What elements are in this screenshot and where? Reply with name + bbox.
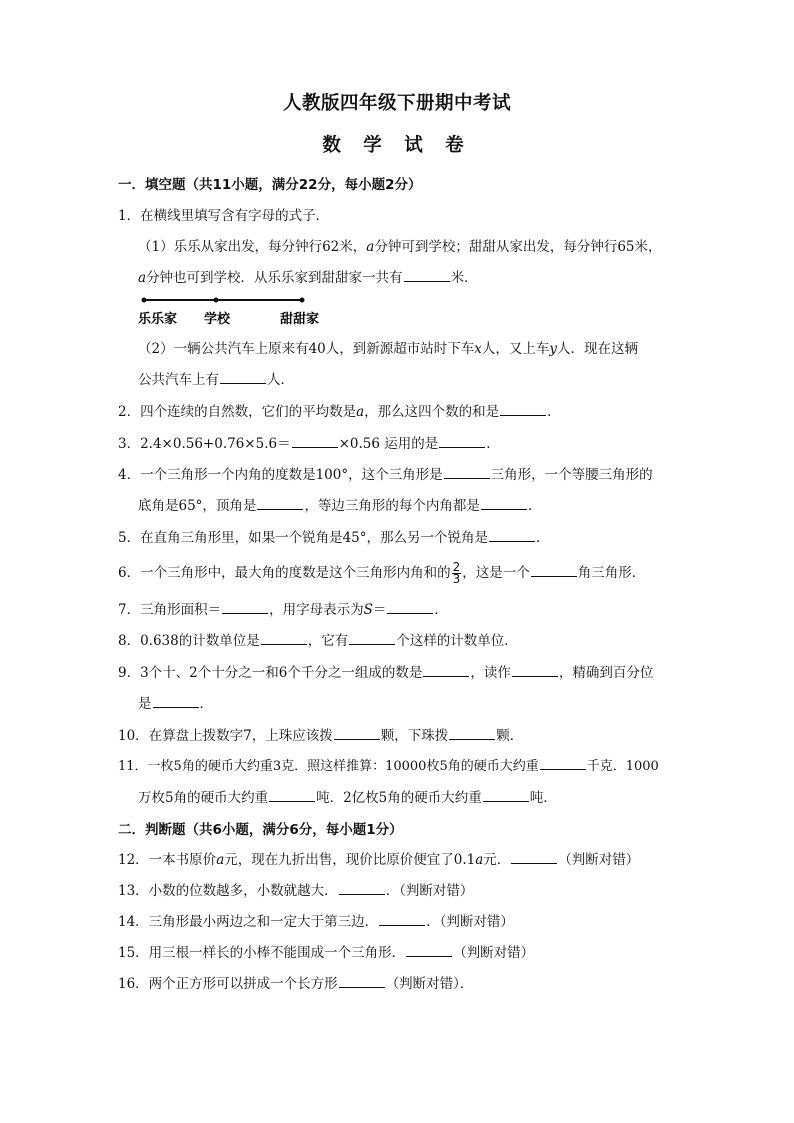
- section-heading-fill-blank: 一．填空题（共11小题，满分22分，每小题2分）: [118, 177, 422, 193]
- route-point-tiantian: [300, 298, 305, 303]
- answer-blank[interactable]: [339, 882, 385, 895]
- q14-text: 14．三角形最小两边之和一定大于第三边．: [118, 914, 379, 930]
- q1-text: 人．现在这辆: [557, 341, 639, 357]
- q16-text: （判断对错）．: [385, 976, 474, 992]
- question-8: [118, 631, 794, 651]
- q12-text: 元，现在九折出售，现价比原价便宜了0.1: [224, 852, 476, 868]
- q1-text: （2）一辆公共汽车上原来有40人，到新源超市站时下车: [138, 341, 475, 357]
- q11-text: 吨．2亿枚5角的硬币大约重: [316, 790, 482, 806]
- answer-blank[interactable]: [444, 466, 490, 479]
- q12-text: 元．: [483, 852, 511, 868]
- answer-blank[interactable]: [500, 403, 546, 416]
- answer-blank[interactable]: [511, 851, 557, 864]
- answer-blank[interactable]: [423, 664, 469, 677]
- q4-text: 底角是65°，顶角是: [138, 498, 257, 514]
- question-6: [118, 562, 794, 585]
- q13-text: 13．小数的位数越多，小数就越大．: [118, 883, 338, 899]
- answer-blank[interactable]: [379, 913, 425, 926]
- q4-text: ．: [527, 498, 542, 514]
- q10-text: 颗．: [496, 728, 524, 744]
- question-1-intro: 1．在横线里填写含有字母的式子．: [118, 208, 330, 224]
- q1-var-a: a: [138, 270, 147, 286]
- q1-text: 米．: [450, 270, 478, 286]
- answer-blank[interactable]: [222, 601, 268, 614]
- question-3: [118, 434, 794, 454]
- q2-var-a: a: [356, 404, 365, 420]
- question-13: [118, 881, 794, 901]
- diagram-label-lele-home: 乐乐家: [138, 312, 178, 327]
- q15-text: （判断对错）: [453, 945, 535, 961]
- answer-blank[interactable]: [406, 944, 452, 957]
- answer-blank[interactable]: [153, 695, 199, 708]
- question-4-line-1: [118, 465, 794, 485]
- fraction-numerator: 2: [452, 560, 461, 574]
- q4-text: 4．一个三角形一个内角的度数是100°，这个三角形是: [118, 467, 443, 483]
- answer-blank[interactable]: [349, 632, 395, 645]
- q1-var-y: y: [549, 341, 558, 357]
- q9-text: 9．3个十、2个十分之一和6个千分之一组成的数是: [118, 665, 423, 681]
- q1-text: 分钟可到学校；甜甜从家出发，每分钟行65米，: [374, 239, 662, 255]
- q8-text: 个这样的计数单位．: [396, 633, 518, 649]
- q9-text: ，读作: [470, 665, 511, 681]
- q6-text: ，这是一个: [462, 565, 530, 581]
- answer-blank[interactable]: [449, 727, 495, 740]
- q3-text: 3．2.4×0.56+0.76×5.6＝: [118, 436, 291, 452]
- q8-text: 8．0.638的计数单位是: [118, 633, 260, 649]
- answer-blank[interactable]: [483, 789, 529, 802]
- question-12: [118, 850, 794, 870]
- question-9-line-2: [138, 694, 794, 714]
- q5-text: ．: [536, 530, 550, 546]
- answer-blank[interactable]: [531, 564, 577, 577]
- question-1-part-2-line-1: [138, 339, 794, 359]
- question-5: [118, 528, 794, 548]
- q7-text: ，用字母表示为: [269, 602, 364, 618]
- q2-text: ．: [547, 404, 561, 420]
- diagram-label-tiantian-home: 甜甜家: [280, 312, 320, 327]
- fraction-two-thirds: [452, 562, 462, 585]
- answer-blank[interactable]: [387, 601, 433, 614]
- question-15: [118, 943, 794, 963]
- q10-text: 10．在算盘上拨数字7，上珠应该拨: [118, 728, 333, 744]
- q7-var-s: S: [363, 602, 373, 618]
- q11-text: 千克．1000: [586, 759, 659, 774]
- section-heading-true-false: 二．判断题（共6小题，满分6分，每小题1分）: [118, 822, 403, 838]
- q14-text: ．（判断对错）: [426, 914, 514, 930]
- q11-text: 万枚5角的硬币大约重: [138, 790, 269, 806]
- q13-text: ．（判断对错）: [385, 883, 474, 899]
- q2-text: ，那么这四个数的和是: [364, 404, 500, 420]
- q11-text: 吨．: [529, 790, 557, 806]
- answer-blank[interactable]: [481, 497, 527, 510]
- q5-text: 5．在直角三角形里，如果一个锐角是45°，那么另一个锐角是: [118, 530, 489, 546]
- answer-blank[interactable]: [220, 371, 266, 384]
- question-16: [118, 974, 794, 994]
- q15-text: 15．用三根一样长的小棒不能围成一个三角形．: [118, 945, 406, 961]
- page-subtitle: 数 学 试 卷: [322, 135, 472, 156]
- q16-text: 16．两个正方形可以拼成一个长方形: [118, 976, 338, 992]
- answer-blank[interactable]: [339, 975, 385, 988]
- q4-text: ，等边三角形的每个内角都是: [304, 498, 480, 514]
- answer-blank[interactable]: [292, 435, 338, 448]
- route-point-home: [142, 298, 147, 303]
- q1-var-x: x: [474, 341, 482, 357]
- question-1-part-1-line-1: [138, 237, 794, 257]
- answer-blank[interactable]: [261, 632, 307, 645]
- question-1-part-2-line-2: [138, 370, 794, 390]
- question-4-line-2: [138, 496, 794, 516]
- q1-text: 分钟也可到学校．从乐乐家到甜甜家一共有: [146, 270, 403, 286]
- answer-blank[interactable]: [257, 497, 303, 510]
- q6-text: 角三角形．: [577, 565, 646, 581]
- answer-blank[interactable]: [439, 435, 485, 448]
- question-9-line-1: [118, 663, 794, 683]
- question-11-line-2: [138, 788, 794, 808]
- q1-text: 人，又上车: [481, 341, 550, 357]
- q1-var-a: a: [366, 239, 375, 255]
- answer-blank[interactable]: [334, 727, 380, 740]
- q1-text: （1）乐乐从家出发，每分钟行62米，: [138, 239, 367, 255]
- question-2: [118, 402, 794, 422]
- answer-blank[interactable]: [269, 789, 315, 802]
- question-14: [118, 912, 794, 932]
- q10-text: 颗，下珠拨: [380, 728, 449, 744]
- q1-text: 人．: [267, 372, 294, 388]
- q12-text: 12．一本书原价: [118, 852, 217, 868]
- q7-text: ＝: [372, 602, 387, 618]
- q7-text: 7．三角形面积＝: [118, 602, 222, 618]
- question-11-line-1: [118, 757, 794, 777]
- q12-var-a: a: [216, 852, 225, 868]
- q1-text: 公共汽车上有: [138, 372, 219, 388]
- answer-blank[interactable]: [404, 269, 450, 282]
- q11-text: 11．一枚5角的硬币大约重3克．照这样推算：10000枚5角的硬币大约重: [118, 759, 539, 774]
- q9-text: ，精确到百分位: [558, 665, 654, 681]
- q3-text: ．: [486, 436, 500, 452]
- q9-text: ．: [199, 696, 213, 712]
- q12-text: （判断对错）: [558, 852, 640, 868]
- answer-blank[interactable]: [540, 757, 586, 770]
- q4-text: 三角形，一个等腰三角形的: [490, 467, 653, 483]
- fraction-denominator: 3: [452, 572, 461, 586]
- question-1-part-1-line-2: [138, 268, 794, 288]
- answer-blank[interactable]: [489, 529, 535, 542]
- question-10: [118, 726, 794, 746]
- answer-blank[interactable]: [512, 664, 558, 677]
- diagram-label-school: 学校: [204, 312, 231, 327]
- q7-text: ．: [434, 602, 448, 618]
- page-title: 人教版四年级下册期中考试: [282, 93, 511, 114]
- question-7: [118, 600, 794, 620]
- route-point-school: [214, 298, 219, 303]
- q8-text: ，它有: [307, 633, 349, 649]
- q12-var-a: a: [475, 852, 484, 868]
- q3-text: ×0.56 运用的是: [338, 436, 439, 452]
- q9-text: 是: [138, 696, 152, 712]
- route-diagram: [138, 294, 338, 330]
- q2-text: 2．四个连续的自然数，它们的平均数是: [118, 404, 357, 420]
- q6-text: 6．一个三角形中，最大角的度数是这个三角形内角和的: [118, 565, 451, 581]
